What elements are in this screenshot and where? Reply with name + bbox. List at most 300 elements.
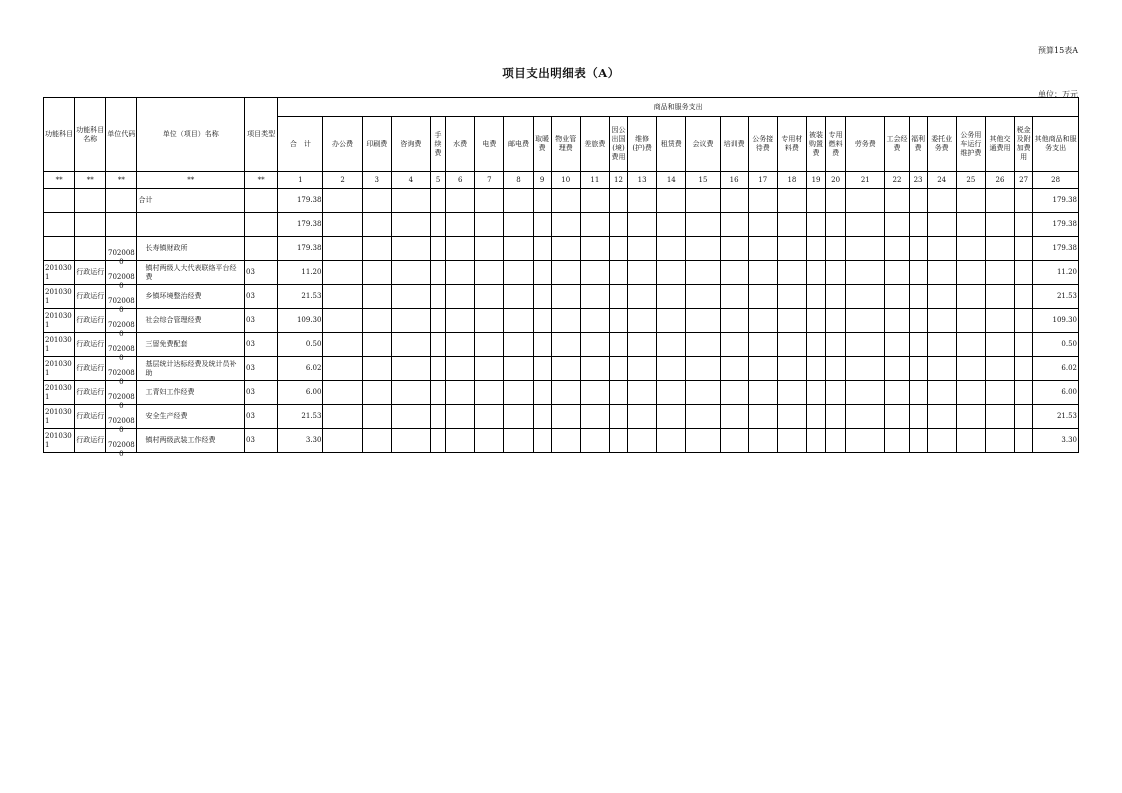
column-mark: ** (44, 172, 75, 189)
empty-cell (720, 333, 748, 357)
empty-cell (533, 189, 551, 213)
empty-cell (846, 429, 885, 453)
empty-cell (956, 333, 985, 357)
column-number: 22 (885, 172, 909, 189)
column-header: 公务接待费 (748, 117, 777, 172)
column-number: 4 (391, 172, 430, 189)
project-type-cell: 03 (245, 381, 278, 405)
other-goods-services-cell: 109.30 (1033, 309, 1079, 333)
column-header: 印刷费 (362, 117, 391, 172)
empty-cell (985, 309, 1014, 333)
empty-cell (391, 309, 430, 333)
empty-cell (846, 237, 885, 261)
empty-cell (826, 381, 846, 405)
empty-cell (720, 381, 748, 405)
empty-cell (391, 285, 430, 309)
empty-cell (846, 381, 885, 405)
empty-cell (885, 309, 909, 333)
empty-cell (391, 189, 430, 213)
table-row (44, 189, 1079, 213)
empty-cell (807, 285, 826, 309)
empty-cell (927, 357, 956, 381)
empty-cell (551, 429, 580, 453)
empty-cell (826, 357, 846, 381)
empty-cell (657, 333, 686, 357)
empty-cell (826, 285, 846, 309)
column-header: 被装购置费 (807, 117, 826, 172)
other-goods-services-cell: 179.38 (1033, 213, 1079, 237)
empty-cell (720, 357, 748, 381)
empty-cell (909, 309, 927, 333)
column-header: 公务用车运行维护费 (956, 117, 985, 172)
empty-cell (628, 333, 657, 357)
column-number: 21 (846, 172, 885, 189)
table-row (44, 357, 1079, 381)
column-header: 取暖费 (533, 117, 551, 172)
func-name-cell (75, 213, 106, 237)
empty-cell (885, 429, 909, 453)
empty-cell (686, 213, 720, 237)
column-number: 6 (446, 172, 475, 189)
empty-cell (475, 381, 504, 405)
empty-cell (609, 357, 627, 381)
column-number: 15 (686, 172, 720, 189)
empty-cell (885, 405, 909, 429)
column-number: 16 (720, 172, 748, 189)
total-cell: 109.30 (278, 309, 323, 333)
empty-cell (323, 213, 362, 237)
empty-cell (504, 189, 533, 213)
empty-cell (720, 213, 748, 237)
empty-cell (956, 381, 985, 405)
empty-cell (446, 381, 475, 405)
empty-cell (846, 405, 885, 429)
empty-cell (580, 213, 609, 237)
project-name-cell: 社会综合管理经费 (137, 309, 245, 333)
column-number: 19 (807, 172, 826, 189)
empty-cell (475, 285, 504, 309)
total-cell: 0.50 (278, 333, 323, 357)
empty-cell (927, 405, 956, 429)
func-code-cell: 2010301 (44, 429, 75, 453)
empty-cell (475, 333, 504, 357)
empty-cell (1015, 357, 1033, 381)
empty-cell (826, 309, 846, 333)
empty-cell (446, 429, 475, 453)
column-number: 7 (475, 172, 504, 189)
project-type-cell (245, 189, 278, 213)
column-number: 14 (657, 172, 686, 189)
empty-cell (504, 429, 533, 453)
total-cell: 179.38 (278, 189, 323, 213)
table-row (44, 213, 1079, 237)
empty-cell (956, 237, 985, 261)
empty-cell (909, 429, 927, 453)
empty-cell (985, 261, 1014, 285)
empty-cell (686, 189, 720, 213)
empty-cell (985, 213, 1014, 237)
unit-code-text (107, 201, 135, 212)
empty-cell (628, 405, 657, 429)
other-goods-services-cell: 21.53 (1033, 405, 1079, 429)
empty-cell (533, 333, 551, 357)
empty-cell (580, 429, 609, 453)
table-row (44, 261, 1079, 285)
func-code-cell (44, 213, 75, 237)
empty-cell (446, 333, 475, 357)
empty-cell (909, 237, 927, 261)
empty-cell (657, 213, 686, 237)
empty-cell (628, 285, 657, 309)
empty-cell (609, 309, 627, 333)
project-name-cell: 安全生产经费 (137, 405, 245, 429)
empty-cell (720, 309, 748, 333)
other-goods-services-cell: 0.50 (1033, 333, 1079, 357)
empty-cell (431, 357, 446, 381)
empty-cell (686, 429, 720, 453)
empty-cell (1015, 213, 1033, 237)
empty-cell (628, 189, 657, 213)
empty-cell (446, 405, 475, 429)
empty-cell (1015, 429, 1033, 453)
empty-cell (580, 285, 609, 309)
empty-cell (720, 189, 748, 213)
empty-cell (686, 405, 720, 429)
empty-cell (985, 405, 1014, 429)
empty-cell (504, 213, 533, 237)
empty-cell (807, 309, 826, 333)
column-number: 28 (1033, 172, 1079, 189)
empty-cell (885, 261, 909, 285)
empty-cell (885, 357, 909, 381)
empty-cell (885, 237, 909, 261)
column-mark: ** (106, 172, 137, 189)
empty-cell (323, 333, 362, 357)
empty-cell (846, 357, 885, 381)
empty-cell (504, 405, 533, 429)
table-row (44, 237, 1079, 261)
empty-cell (956, 189, 985, 213)
column-number: 23 (909, 172, 927, 189)
empty-cell (846, 309, 885, 333)
empty-cell (475, 429, 504, 453)
empty-cell (777, 309, 806, 333)
column-header: 邮电费 (504, 117, 533, 172)
empty-cell (927, 309, 956, 333)
empty-cell (580, 333, 609, 357)
unit-code-cell (106, 237, 137, 266)
empty-cell (551, 213, 580, 237)
empty-cell (628, 261, 657, 285)
empty-cell (609, 405, 627, 429)
empty-cell (909, 213, 927, 237)
empty-cell (475, 213, 504, 237)
column-header: 专用材料费 (777, 117, 806, 172)
empty-cell (551, 309, 580, 333)
empty-cell (748, 381, 777, 405)
project-type-cell: 03 (245, 309, 278, 333)
header-goods-services: 商品和服务支出 (278, 98, 1079, 117)
empty-cell (657, 189, 686, 213)
empty-cell (323, 405, 362, 429)
empty-cell (391, 213, 430, 237)
empty-cell (807, 405, 826, 429)
column-number: 17 (748, 172, 777, 189)
empty-cell (533, 357, 551, 381)
empty-cell (475, 405, 504, 429)
empty-cell (609, 429, 627, 453)
func-name-cell: 行政运行 (75, 309, 106, 333)
column-header: 会议费 (686, 117, 720, 172)
empty-cell (628, 381, 657, 405)
empty-cell (628, 309, 657, 333)
empty-cell (826, 261, 846, 285)
project-name-cell (137, 213, 245, 237)
header-unit-code: 单位代码 (106, 98, 137, 172)
column-number: 1 (278, 172, 323, 189)
empty-cell (323, 357, 362, 381)
empty-cell (609, 237, 627, 261)
other-goods-services-cell: 3.30 (1033, 429, 1079, 453)
empty-cell (551, 261, 580, 285)
empty-cell (475, 357, 504, 381)
empty-cell (807, 357, 826, 381)
empty-cell (362, 189, 391, 213)
empty-cell (807, 333, 826, 357)
empty-cell (846, 285, 885, 309)
empty-cell (748, 309, 777, 333)
column-number: 3 (362, 172, 391, 189)
func-name-cell (75, 189, 106, 213)
column-header: 水费 (446, 117, 475, 172)
empty-cell (777, 213, 806, 237)
empty-cell (720, 261, 748, 285)
empty-cell (985, 285, 1014, 309)
page-title: 项目支出明细表（A） (502, 66, 620, 80)
empty-cell (657, 309, 686, 333)
empty-cell (446, 285, 475, 309)
empty-cell (720, 285, 748, 309)
empty-cell (777, 237, 806, 261)
empty-cell (362, 261, 391, 285)
empty-cell (551, 405, 580, 429)
unit-code-text: 7020080 (108, 249, 135, 266)
total-cell: 21.53 (278, 285, 323, 309)
empty-cell (391, 357, 430, 381)
empty-cell (807, 237, 826, 261)
empty-cell (475, 189, 504, 213)
empty-cell (533, 405, 551, 429)
func-name-cell: 行政运行 (75, 333, 106, 357)
empty-cell (686, 333, 720, 357)
column-header: 劳务费 (846, 117, 885, 172)
column-mark: ** (137, 172, 245, 189)
column-header: 专用燃料费 (826, 117, 846, 172)
column-header: 电费 (475, 117, 504, 172)
project-type-cell (245, 237, 278, 261)
empty-cell (826, 405, 846, 429)
column-header: 维修(护)费 (628, 117, 657, 172)
project-type-cell: 03 (245, 261, 278, 285)
empty-cell (431, 261, 446, 285)
empty-cell (885, 285, 909, 309)
empty-cell (446, 213, 475, 237)
column-number: 5 (431, 172, 446, 189)
column-mark: ** (245, 172, 278, 189)
header-func-code: 功能科目 (44, 98, 75, 172)
project-name-cell: 三留免费配套 (137, 333, 245, 357)
empty-cell (927, 213, 956, 237)
empty-cell (748, 189, 777, 213)
empty-cell (777, 381, 806, 405)
project-type-cell: 03 (245, 405, 278, 429)
empty-cell (362, 429, 391, 453)
empty-cell (909, 285, 927, 309)
empty-cell (1015, 381, 1033, 405)
header-unit-name: 单位（项目）名称 (137, 98, 245, 172)
empty-cell (504, 381, 533, 405)
table-row (44, 309, 1079, 333)
empty-cell (431, 309, 446, 333)
empty-cell (391, 429, 430, 453)
func-name-cell: 行政运行 (75, 261, 106, 285)
empty-cell (657, 357, 686, 381)
column-header: 工会经费 (885, 117, 909, 172)
empty-cell (1015, 285, 1033, 309)
header-project-type: 项目类型 (245, 98, 278, 172)
empty-cell (323, 237, 362, 261)
empty-cell (580, 237, 609, 261)
empty-cell (391, 381, 430, 405)
column-header: 税金及附加费用 (1015, 117, 1033, 172)
column-header: 福利费 (909, 117, 927, 172)
empty-cell (985, 189, 1014, 213)
empty-cell (956, 285, 985, 309)
empty-cell (777, 285, 806, 309)
empty-cell (956, 405, 985, 429)
empty-cell (431, 405, 446, 429)
empty-cell (985, 381, 1014, 405)
empty-cell (362, 237, 391, 261)
column-header: 其他交通费用 (985, 117, 1014, 172)
unit-code-text: 7020080 (108, 273, 135, 290)
empty-cell (777, 261, 806, 285)
empty-cell (362, 333, 391, 357)
empty-cell (807, 381, 826, 405)
empty-cell (504, 285, 533, 309)
column-number: 2 (323, 172, 362, 189)
empty-cell (826, 213, 846, 237)
empty-cell (846, 213, 885, 237)
empty-cell (323, 309, 362, 333)
func-code-cell (44, 237, 75, 261)
empty-cell (686, 357, 720, 381)
func-name-cell: 行政运行 (75, 285, 106, 309)
empty-cell (551, 189, 580, 213)
empty-cell (927, 285, 956, 309)
func-code-cell: 2010301 (44, 261, 75, 285)
func-name-cell: 行政运行 (75, 429, 106, 453)
empty-cell (431, 429, 446, 453)
empty-cell (777, 405, 806, 429)
empty-cell (909, 189, 927, 213)
column-number: 25 (956, 172, 985, 189)
empty-cell (1015, 309, 1033, 333)
empty-cell (720, 429, 748, 453)
empty-cell (533, 237, 551, 261)
empty-cell (826, 189, 846, 213)
unit-code-text (107, 225, 135, 236)
total-cell: 179.38 (278, 237, 323, 261)
empty-cell (846, 333, 885, 357)
empty-cell (580, 309, 609, 333)
empty-cell (748, 237, 777, 261)
column-number: 20 (826, 172, 846, 189)
column-header: 咨询费 (391, 117, 430, 172)
func-name-cell (75, 237, 106, 261)
project-type-cell: 03 (245, 333, 278, 357)
empty-cell (504, 357, 533, 381)
empty-cell (807, 261, 826, 285)
column-number: 26 (985, 172, 1014, 189)
unit-code-text: 7020080 (108, 369, 135, 386)
total-cell: 6.00 (278, 381, 323, 405)
empty-cell (362, 309, 391, 333)
empty-cell (609, 285, 627, 309)
empty-cell (826, 237, 846, 261)
func-name-cell: 行政运行 (75, 357, 106, 381)
empty-cell (609, 381, 627, 405)
empty-cell (431, 285, 446, 309)
empty-cell (657, 381, 686, 405)
unit-code-text: 7020080 (108, 345, 135, 362)
func-name-cell: 行政运行 (75, 381, 106, 405)
empty-cell (533, 261, 551, 285)
empty-cell (885, 213, 909, 237)
column-header: 物业管理费 (551, 117, 580, 172)
column-number: 11 (580, 172, 609, 189)
empty-cell (391, 237, 430, 261)
empty-cell (909, 333, 927, 357)
empty-cell (1015, 333, 1033, 357)
empty-cell (323, 429, 362, 453)
unit-code-text: 7020080 (108, 393, 135, 410)
empty-cell (686, 285, 720, 309)
column-number: 13 (628, 172, 657, 189)
empty-cell (909, 381, 927, 405)
total-cell: 179.38 (278, 213, 323, 237)
empty-cell (609, 261, 627, 285)
empty-cell (446, 357, 475, 381)
empty-cell (909, 357, 927, 381)
empty-cell (777, 189, 806, 213)
func-code-cell: 2010301 (44, 381, 75, 405)
header-func-name: 功能科目名称 (75, 98, 106, 172)
empty-cell (657, 405, 686, 429)
total-cell: 11.20 (278, 261, 323, 285)
unit-code-text: 7020080 (108, 297, 135, 314)
total-cell: 6.02 (278, 357, 323, 381)
empty-cell (551, 381, 580, 405)
empty-cell (504, 237, 533, 261)
column-header: 手续费 (431, 117, 446, 172)
project-name-cell: 工青妇工作经费 (137, 381, 245, 405)
func-code-cell: 2010301 (44, 357, 75, 381)
column-number: 24 (927, 172, 956, 189)
empty-cell (748, 405, 777, 429)
total-cell: 21.53 (278, 405, 323, 429)
column-header: 差旅费 (580, 117, 609, 172)
